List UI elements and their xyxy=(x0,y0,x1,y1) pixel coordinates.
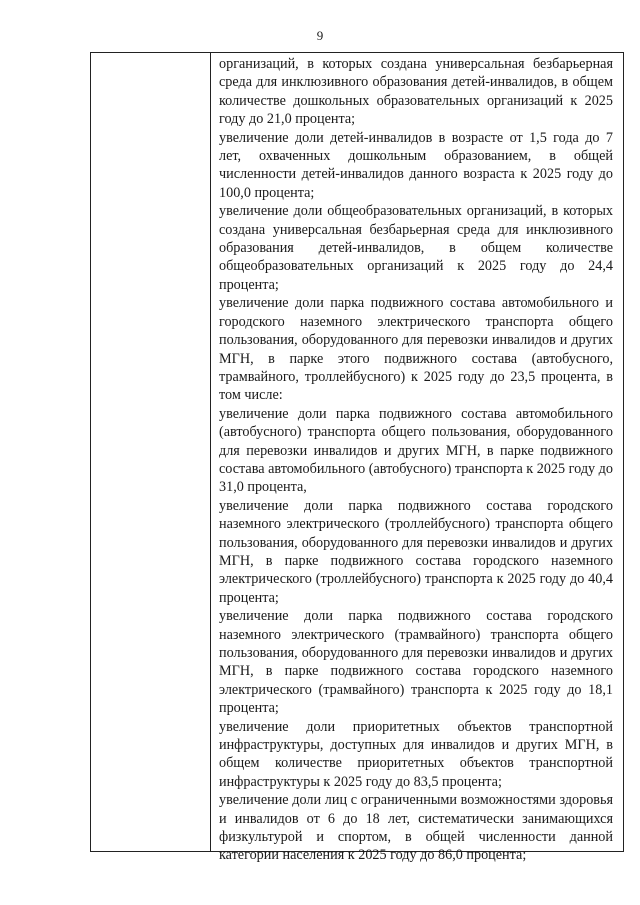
paragraph: увеличение доли приоритетных объектов транспортной инфраструктуры, доступных для инвалидов и других МГН, в общем количестве приоритетных объектов транспортной инфраструктуры к 2025 году до 83,5 процента; xyxy=(219,718,613,790)
table-right-cell xyxy=(211,53,623,864)
paragraph: увеличение доли парка подвижного состава автомобильного (автобусного) транспорта общего пользования, оборудованного для перевозки инвалидов и других МГН, в парке подвижного состава автомобильного (автобусного) транспорта к 2025 году до 31,0 процента, xyxy=(219,405,613,496)
table-left-cell xyxy=(91,53,211,851)
paragraph: организаций, в которых создана универсальная безбарьерная среда для инклюзивного образования детей-инвалидов, в общем количестве дошкольных образовательных организаций к 2025 году до 21,0 процента; xyxy=(219,56,613,128)
paragraph: увеличение доли парка подвижного состава городского наземного электрического (троллейбусного) транспорта общего пользования, оборудованного для перевозки инвалидов и других МГН, в парке подвижного состава городского наземного электрического (троллейбусного) транспорта к 2025 году до 40,4 процента; xyxy=(219,497,613,606)
paragraph: увеличение доли лиц с ограниченными возможностями здоровья и инвалидов от 6 до 18 лет, систематически занимающихся физкультурой и спортом, в общей численности данной категории населения к 2025 году до 86,0 процента; xyxy=(219,792,613,864)
paragraph: увеличение доли парка подвижного состава автомобильного и городского наземного электрического транспорта общего пользования, оборудованного для перевозки инвалидов и других МГН, в парке этого подвижного состава (автобусного, трамвайного, троллейбусного) к 2025 году до 23,5 процента, в том числе: xyxy=(219,295,613,404)
paragraph: увеличение доли общеобразовательных организаций, в которых создана универсальная безбарьерная среда для инклюзивного образования детей-инвалидов, в общем количестве общеобразовательных организаций к 2025 году до 24,4 процента; xyxy=(219,203,613,293)
paragraph: увеличение доли детей-инвалидов в возрасте от 1,5 года до 7 лет, охваченных дошкольным образованием, в общей численности детей-инвалидов данного возраста к 2025 году до 100,0 процента; xyxy=(219,129,613,201)
paragraph: увеличение доли парка подвижного состава городского наземного электрического (трамвайного) транспорта общего пользования, оборудованного для перевозки инвалидов и других МГН, в парке подвижного состава городского наземного электрического (трамвайного) транспорта к 2025 году до 18,1 процента; xyxy=(219,608,613,717)
document-table xyxy=(90,52,624,864)
page-number: 9 xyxy=(316,28,324,43)
